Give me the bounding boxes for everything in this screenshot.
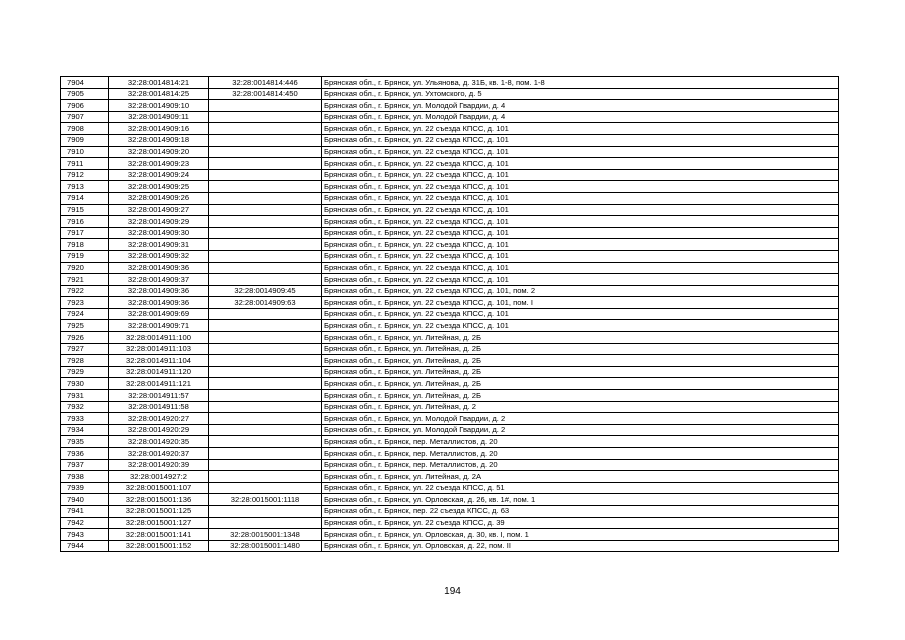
row-number-cell: 7925 — [61, 320, 109, 332]
row-number-cell: 7907 — [61, 111, 109, 123]
object-number-cell — [209, 343, 322, 355]
cadastral-number-cell: 32:28:0014920:39 — [109, 459, 209, 471]
cadastral-number-cell: 32:28:0014909:10 — [109, 100, 209, 112]
cadastral-number-cell: 32:28:0014909:26 — [109, 192, 209, 204]
address-cell: Брянская обл., г. Брянск, пер. Металлистов, д. 20 — [322, 448, 839, 460]
row-number-cell: 7933 — [61, 413, 109, 425]
row-number-cell: 7934 — [61, 424, 109, 436]
address-cell: Брянская обл., г. Брянск, ул. 22 съезда КПСС, д. 101 — [322, 146, 839, 158]
table-row — [61, 181, 839, 193]
row-number-cell: 7938 — [61, 471, 109, 483]
cadastral-number-cell: 32:28:0014909:18 — [109, 134, 209, 146]
object-number-cell — [209, 378, 322, 390]
address-cell: Брянская обл., г. Брянск, ул. 22 съезда КПСС, д. 101, пом. 2 — [322, 285, 839, 297]
address-cell: Брянская обл., г. Брянск, ул. Литейная, д. 2А — [322, 471, 839, 483]
table-row — [61, 308, 839, 320]
row-number-cell: 7923 — [61, 297, 109, 309]
object-number-cell — [209, 250, 322, 262]
object-number-cell — [209, 158, 322, 170]
cadastral-number-cell: 32:28:0014911:103 — [109, 343, 209, 355]
address-cell: Брянская обл., г. Брянск, ул. 22 съезда КПСС, д. 101 — [322, 262, 839, 274]
cadastral-number-cell: 32:28:0014909:29 — [109, 216, 209, 228]
table-row — [61, 355, 839, 367]
address-cell: Брянская обл., г. Брянск, ул. 22 съезда КПСС, д. 51 — [322, 482, 839, 494]
object-number-cell — [209, 448, 322, 460]
table-row — [61, 297, 839, 309]
address-cell: Брянская обл., г. Брянск, ул. Орловская, д. 30, кв. I, пом. 1 — [322, 529, 839, 541]
table-row — [61, 448, 839, 460]
table-row — [61, 111, 839, 123]
row-number-cell: 7936 — [61, 448, 109, 460]
row-number-cell: 7918 — [61, 239, 109, 251]
address-cell: Брянская обл., г. Брянск, ул. 22 съезда КПСС, д. 101 — [322, 227, 839, 239]
object-number-cell — [209, 204, 322, 216]
cadastral-number-cell: 32:28:0014909:25 — [109, 181, 209, 193]
table-row — [61, 390, 839, 402]
address-cell: Брянская обл., г. Брянск, ул. Литейная, д. 2Б — [322, 343, 839, 355]
cadastral-number-cell: 32:28:0014911:100 — [109, 332, 209, 344]
object-number-cell: 32:28:0015001:1480 — [209, 540, 322, 552]
row-number-cell: 7939 — [61, 482, 109, 494]
table-row — [61, 436, 839, 448]
row-number-cell: 7916 — [61, 216, 109, 228]
object-number-cell — [209, 192, 322, 204]
table-row — [61, 146, 839, 158]
row-number-cell: 7942 — [61, 517, 109, 529]
address-cell: Брянская обл., г. Брянск, ул. Литейная, д. 2 — [322, 401, 839, 413]
object-number-cell — [209, 123, 322, 135]
row-number-cell: 7920 — [61, 262, 109, 274]
object-number-cell — [209, 390, 322, 402]
cadastral-number-cell: 32:28:0014920:29 — [109, 424, 209, 436]
object-number-cell — [209, 332, 322, 344]
address-cell: Брянская обл., г. Брянск, ул. Ухтомского, д. 5 — [322, 88, 839, 100]
object-number-cell — [209, 355, 322, 367]
row-number-cell: 7928 — [61, 355, 109, 367]
row-number-cell: 7921 — [61, 274, 109, 286]
row-number-cell: 7941 — [61, 505, 109, 517]
address-cell: Брянская обл., г. Брянск, ул. 22 съезда КПСС, д. 101 — [322, 250, 839, 262]
address-cell: Брянская обл., г. Брянск, ул. Орловская, д. 26, кв. 1#, пом. 1 — [322, 494, 839, 506]
cadastral-number-cell: 32:28:0014909:24 — [109, 169, 209, 181]
object-number-cell — [209, 169, 322, 181]
address-cell: Брянская обл., г. Брянск, пер. Металлистов, д. 20 — [322, 459, 839, 471]
table-row — [61, 505, 839, 517]
table-row — [61, 471, 839, 483]
address-cell: Брянская обл., г. Брянск, ул. Молодой Гвардии, д. 4 — [322, 100, 839, 112]
object-number-cell — [209, 413, 322, 425]
cadastral-number-cell: 32:28:0014909:20 — [109, 146, 209, 158]
row-number-cell: 7914 — [61, 192, 109, 204]
row-number-cell: 7930 — [61, 378, 109, 390]
address-cell: Брянская обл., г. Брянск, ул. Молодой Гвардии, д. 2 — [322, 424, 839, 436]
cadastral-number-cell: 32:28:0015001:107 — [109, 482, 209, 494]
cadastral-number-cell: 32:28:0015001:141 — [109, 529, 209, 541]
page-number: 194 — [444, 586, 461, 597]
object-number-cell — [209, 146, 322, 158]
row-number-cell: 7908 — [61, 123, 109, 135]
cadastral-number-cell: 32:28:0014909:27 — [109, 204, 209, 216]
table-row — [61, 494, 839, 506]
row-number-cell: 7937 — [61, 459, 109, 471]
row-number-cell: 7915 — [61, 204, 109, 216]
object-number-cell — [209, 111, 322, 123]
table-row — [61, 413, 839, 425]
cadastral-number-cell: 32:28:0014909:69 — [109, 308, 209, 320]
address-cell: Брянская обл., г. Брянск, ул. 22 съезда КПСС, д. 101 — [322, 169, 839, 181]
row-number-cell: 7912 — [61, 169, 109, 181]
object-number-cell: 32:28:0015001:1118 — [209, 494, 322, 506]
cadastral-number-cell: 32:28:0014920:27 — [109, 413, 209, 425]
row-number-cell: 7940 — [61, 494, 109, 506]
address-cell: Брянская обл., г. Брянск, ул. Молодой Гвардии, д. 4 — [322, 111, 839, 123]
table-row — [61, 401, 839, 413]
object-number-cell — [209, 505, 322, 517]
cadastral-number-cell: 32:28:0014909:36 — [109, 285, 209, 297]
address-cell: Брянская обл., г. Брянск, ул. 22 съезда КПСС, д. 101 — [322, 216, 839, 228]
table-row — [61, 262, 839, 274]
object-number-cell: 32:28:0014909:45 — [209, 285, 322, 297]
object-number-cell: 32:28:0014814:450 — [209, 88, 322, 100]
row-number-cell: 7917 — [61, 227, 109, 239]
object-number-cell: 32:28:0014814:446 — [209, 77, 322, 89]
cadastral-number-cell: 32:28:0014911:120 — [109, 366, 209, 378]
row-number-cell: 7909 — [61, 134, 109, 146]
row-number-cell: 7926 — [61, 332, 109, 344]
row-number-cell: 7922 — [61, 285, 109, 297]
table-row — [61, 134, 839, 146]
cadastral-number-cell: 32:28:0014909:36 — [109, 297, 209, 309]
row-number-cell: 7932 — [61, 401, 109, 413]
cadastral-number-cell: 32:28:0014909:23 — [109, 158, 209, 170]
table-row — [61, 320, 839, 332]
address-cell: Брянская обл., г. Брянск, ул. Литейная, д. 2Б — [322, 390, 839, 402]
cadastral-number-cell: 32:28:0014911:57 — [109, 390, 209, 402]
object-number-cell — [209, 366, 322, 378]
object-number-cell — [209, 459, 322, 471]
address-cell: Брянская обл., г. Брянск, пер. Металлистов, д. 20 — [322, 436, 839, 448]
row-number-cell: 7927 — [61, 343, 109, 355]
table-row — [61, 424, 839, 436]
cadastral-number-cell: 32:28:0014909:37 — [109, 274, 209, 286]
address-cell: Брянская обл., г. Брянск, ул. 22 съезда КПСС, д. 101 — [322, 320, 839, 332]
cadastral-number-cell: 32:28:0015001:136 — [109, 494, 209, 506]
object-number-cell — [209, 320, 322, 332]
object-number-cell — [209, 274, 322, 286]
table-row — [61, 517, 839, 529]
row-number-cell: 7943 — [61, 529, 109, 541]
object-number-cell — [209, 227, 322, 239]
cadastral-number-cell: 32:28:0015001:125 — [109, 505, 209, 517]
table-row — [61, 343, 839, 355]
address-cell: Брянская обл., г. Брянск, ул. 22 съезда КПСС, д. 101 — [322, 308, 839, 320]
cadastral-number-cell: 32:28:0014911:121 — [109, 378, 209, 390]
object-number-cell: 32:28:0014909:63 — [209, 297, 322, 309]
address-cell: Брянская обл., г. Брянск, ул. Литейная, д. 2Б — [322, 378, 839, 390]
row-number-cell: 7929 — [61, 366, 109, 378]
table-row — [61, 239, 839, 251]
object-number-cell — [209, 181, 322, 193]
registry-table — [60, 76, 839, 552]
address-cell: Брянская обл., г. Брянск, ул. Литейная, д. 2Б — [322, 332, 839, 344]
address-cell: Брянская обл., г. Брянск, ул. Литейная, д. 2Б — [322, 366, 839, 378]
row-number-cell: 7913 — [61, 181, 109, 193]
table-row — [61, 169, 839, 181]
address-cell: Брянская обл., г. Брянск, ул. 22 съезда КПСС, д. 101 — [322, 158, 839, 170]
row-number-cell: 7905 — [61, 88, 109, 100]
cadastral-number-cell: 32:28:0014909:71 — [109, 320, 209, 332]
table-row — [61, 366, 839, 378]
object-number-cell — [209, 134, 322, 146]
address-cell: Брянская обл., г. Брянск, ул. 22 съезда КПСС, д. 101 — [322, 239, 839, 251]
cadastral-number-cell: 32:28:0014920:37 — [109, 448, 209, 460]
table-row — [61, 274, 839, 286]
cadastral-number-cell: 32:28:0014911:104 — [109, 355, 209, 367]
address-cell: Брянская обл., г. Брянск, ул. Орловская, д. 22, пом. II — [322, 540, 839, 552]
object-number-cell — [209, 100, 322, 112]
object-number-cell — [209, 436, 322, 448]
row-number-cell: 7935 — [61, 436, 109, 448]
address-cell: Брянская обл., г. Брянск, ул. Литейная, д. 2Б — [322, 355, 839, 367]
row-number-cell: 7906 — [61, 100, 109, 112]
row-number-cell: 7910 — [61, 146, 109, 158]
table-row — [61, 216, 839, 228]
address-cell: Брянская обл., г. Брянск, ул. 22 съезда КПСС, д. 101 — [322, 204, 839, 216]
cadastral-number-cell: 32:28:0015001:152 — [109, 540, 209, 552]
row-number-cell: 7931 — [61, 390, 109, 402]
cadastral-number-cell: 32:28:0014909:16 — [109, 123, 209, 135]
row-number-cell: 7944 — [61, 540, 109, 552]
object-number-cell — [209, 308, 322, 320]
table-row — [61, 540, 839, 552]
address-cell: Брянская обл., г. Брянск, ул. 22 съезда КПСС, д. 101, пом. I — [322, 297, 839, 309]
address-cell: Брянская обл., г. Брянск, ул. Молодой Гвардии, д. 2 — [322, 413, 839, 425]
table-row — [61, 158, 839, 170]
row-number-cell: 7924 — [61, 308, 109, 320]
table-row — [61, 378, 839, 390]
cadastral-number-cell: 32:28:0014814:25 — [109, 88, 209, 100]
object-number-cell — [209, 216, 322, 228]
table-row — [61, 100, 839, 112]
table-row — [61, 192, 839, 204]
object-number-cell — [209, 517, 322, 529]
cadastral-number-cell: 32:28:0014909:31 — [109, 239, 209, 251]
cadastral-number-cell: 32:28:0015001:127 — [109, 517, 209, 529]
cadastral-number-cell: 32:28:0014909:30 — [109, 227, 209, 239]
address-cell: Брянская обл., г. Брянск, ул. 22 съезда КПСС, д. 101 — [322, 181, 839, 193]
row-number-cell: 7911 — [61, 158, 109, 170]
table-row — [61, 529, 839, 541]
table-row — [61, 204, 839, 216]
table-row — [61, 459, 839, 471]
row-number-cell: 7919 — [61, 250, 109, 262]
address-cell: Брянская обл., г. Брянск, пер. 22 съезда КПСС, д. 63 — [322, 505, 839, 517]
address-cell: Брянская обл., г. Брянск, ул. 22 съезда КПСС, д. 101 — [322, 274, 839, 286]
address-cell: Брянская обл., г. Брянск, ул. Ульянова, д. 31Б, кв. 1-8, пом. 1-8 — [322, 77, 839, 89]
cadastral-number-cell: 32:28:0014909:32 — [109, 250, 209, 262]
object-number-cell — [209, 424, 322, 436]
table-row — [61, 88, 839, 100]
table-row — [61, 285, 839, 297]
cadastral-number-cell: 32:28:0014909:11 — [109, 111, 209, 123]
cadastral-number-cell: 32:28:0014909:36 — [109, 262, 209, 274]
cadastral-number-cell: 32:28:0014920:35 — [109, 436, 209, 448]
object-number-cell — [209, 239, 322, 251]
address-cell: Брянская обл., г. Брянск, ул. 22 съезда КПСС, д. 39 — [322, 517, 839, 529]
table-row — [61, 227, 839, 239]
object-number-cell — [209, 471, 322, 483]
row-number-cell: 7904 — [61, 77, 109, 89]
table-row — [61, 123, 839, 135]
address-cell: Брянская обл., г. Брянск, ул. 22 съезда КПСС, д. 101 — [322, 123, 839, 135]
table-row — [61, 77, 839, 89]
address-cell: Брянская обл., г. Брянск, ул. 22 съезда КПСС, д. 101 — [322, 134, 839, 146]
cadastral-number-cell: 32:28:0014911:58 — [109, 401, 209, 413]
table-row — [61, 250, 839, 262]
cadastral-number-cell: 32:28:0014814:21 — [109, 77, 209, 89]
cadastral-number-cell: 32:28:0014927:2 — [109, 471, 209, 483]
table-row — [61, 332, 839, 344]
object-number-cell — [209, 262, 322, 274]
object-number-cell — [209, 401, 322, 413]
object-number-cell — [209, 482, 322, 494]
table-row — [61, 482, 839, 494]
table-body — [61, 77, 839, 552]
object-number-cell: 32:28:0015001:1348 — [209, 529, 322, 541]
address-cell: Брянская обл., г. Брянск, ул. 22 съезда КПСС, д. 101 — [322, 192, 839, 204]
